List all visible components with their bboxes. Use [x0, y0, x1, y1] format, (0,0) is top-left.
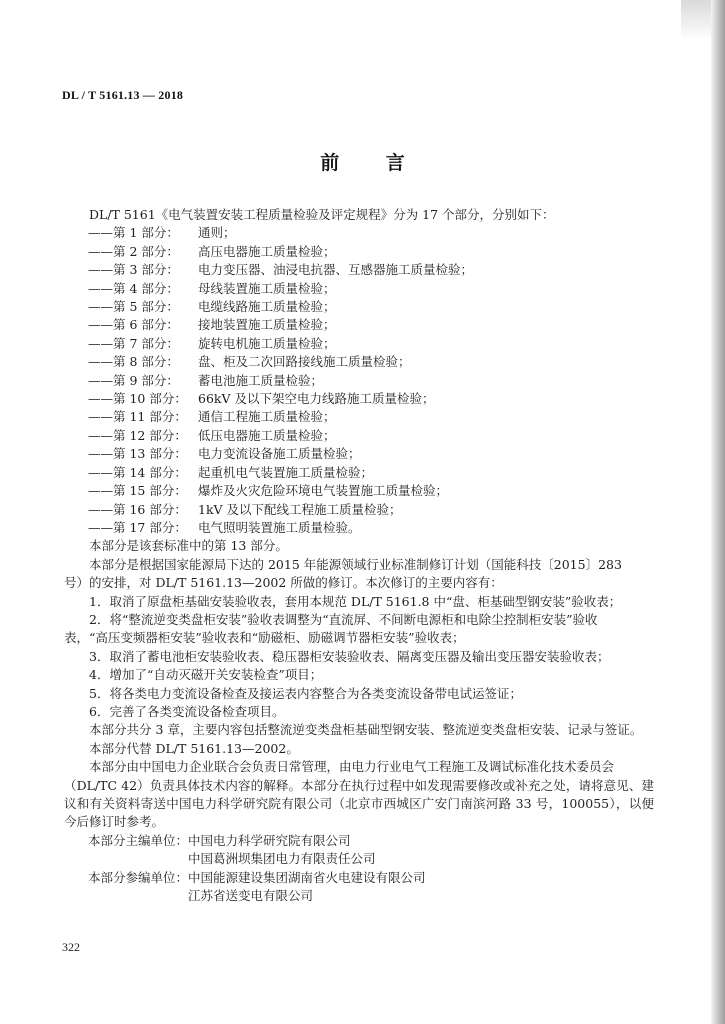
- part-title: 接地装置施工质量检验；: [198, 317, 336, 333]
- list-item: [64, 464, 654, 482]
- part-title: 通则；: [198, 225, 236, 241]
- part-title: 母线装置施工质量检验；: [198, 280, 336, 296]
- management-paragraph-first-line: 本部分由中国电力企业联合会负责日常管理，由电力行业电气工程施工及调试标准化技术委员会: [89, 759, 615, 775]
- part-number: ——第 5 部分：: [88, 299, 179, 315]
- chapters-note: 本部分共分 3 章，主要内容包括整流逆变类盘柜基础型钢安装、整流逆变类盘柜安装、记录与签证。: [89, 722, 643, 738]
- part-title: 1kV 及以下配线工程施工质量检验；: [198, 501, 402, 517]
- part-number: ——第 2 部分：: [88, 243, 179, 259]
- list-item: [64, 372, 654, 390]
- list-item: [64, 335, 654, 353]
- list-item: [64, 298, 654, 316]
- change-item: 4．增加了“自动灭磁开关安装检查”项目；: [89, 667, 323, 683]
- intro-paragraph: DL/T 5161《电气装置安装工程质量检验及评定规程》分为 17 个部分，分别如下：: [89, 207, 555, 222]
- change-item: 6．完善了各类变流设备检查项目。: [89, 703, 285, 719]
- chief-units: [64, 832, 654, 869]
- scan-shadow-top: [681, 0, 711, 40]
- part-title: 蓄电池施工质量检验；: [198, 372, 324, 388]
- revision-paragraph-continuation: 号）的安排，对 DL/T 5161.13—2002 所做的修订。本次修订的主要内容有：: [64, 575, 503, 591]
- revision-paragraph-first-line: 本部分是根据国家能源局下达的 2015 年能源领域行业标准制修订计划（国能科技〔2015〕283: [89, 556, 622, 572]
- part-title: 66kV 及以下架空电力线路施工质量检验；: [198, 391, 435, 407]
- part-number: ——第 1 部分：: [88, 225, 179, 241]
- part-number: ——第 3 部分：: [88, 262, 179, 278]
- part-title: 盘、柜及二次回路接线施工质量检验；: [198, 354, 411, 370]
- document-code: DL / T 5161.13 — 2018: [62, 88, 184, 102]
- parts-list: [64, 224, 654, 537]
- part-number: ——第 17 部分：: [88, 519, 187, 535]
- part-number: ——第 8 部分：: [88, 354, 179, 370]
- unit-name: 中国能源建设集团湖南省火电建设有限公司: [188, 869, 426, 885]
- part-number: ——第 4 部分：: [88, 280, 179, 296]
- part-number: ——第 16 部分：: [88, 501, 187, 517]
- list-item: [64, 408, 654, 426]
- list-item: [64, 501, 654, 519]
- part-title: 低压电器施工质量检验；: [198, 427, 336, 443]
- unit-name: 江苏省送变电有限公司: [188, 888, 314, 904]
- list-item: [64, 519, 654, 537]
- part-title: 电缆线路施工质量检验；: [198, 299, 336, 315]
- list-item: [64, 353, 654, 371]
- part-title: 起重机电气装置施工质量检验；: [198, 464, 374, 480]
- chief-units-label: 本部分主编单位：: [88, 832, 189, 848]
- list-item: [64, 280, 654, 298]
- list-item: [64, 316, 654, 334]
- part-number: ——第 14 部分：: [88, 464, 187, 480]
- change-item: 5．将各类电力变流设备检查及接运表内容整合为各类变流设备带电试运签证；: [89, 685, 522, 701]
- part-title: 电力变压器、油浸电抗器、互感器施工质量检验；: [198, 262, 474, 278]
- preface-body: [64, 206, 654, 905]
- part-title: 爆炸及火灾危险环境电气装置施工质量检验；: [198, 483, 449, 499]
- replaces-note: 本部分代替 DL/T 5161.13—2002。: [89, 740, 299, 756]
- part-number: ——第 12 部分：: [88, 427, 187, 443]
- part-number: ——第 10 部分：: [88, 391, 187, 407]
- page-title: 前 言: [320, 152, 425, 174]
- part-number: ——第 11 部分：: [88, 409, 187, 425]
- page-number: 322: [62, 940, 80, 954]
- participating-units-label: 本部分参编单位：: [88, 869, 189, 885]
- part-title: 高压电器施工质量检验；: [198, 243, 336, 259]
- list-item: [64, 427, 654, 445]
- unit-row: [64, 850, 654, 868]
- part-title: 通信工程施工质量检验；: [198, 409, 336, 425]
- changes-list: [64, 593, 654, 722]
- part-title: 旋转电机施工质量检验；: [198, 335, 336, 351]
- part-note: 本部分是该套标准中的第 13 部分。: [89, 538, 288, 554]
- part-number: ——第 9 部分：: [88, 372, 179, 388]
- part-title: 电力变流设备施工质量检验；: [198, 446, 361, 462]
- part-number: ——第 7 部分：: [88, 335, 179, 351]
- list-item: [64, 482, 654, 500]
- list-item: [64, 261, 654, 279]
- list-item: [64, 445, 654, 463]
- participating-units: [64, 869, 654, 906]
- unit-row: [64, 887, 654, 905]
- list-item: [64, 390, 654, 408]
- list-item: [64, 224, 654, 242]
- unit-row: [64, 832, 654, 850]
- part-number: ——第 15 部分：: [88, 483, 187, 499]
- change-item: 2．将“整流逆变类盘柜安装”验收表调整为“直流屏、不间断电源柜和电除尘控制柜安装”验收: [89, 611, 598, 627]
- management-paragraph-continuation: （DL/TC 42）负责具体技术内容的解释。本部分在执行过程中如发现需要修改或补充之处，请将意见、建议和有关资料寄送中国电力科学研究院有限公司（北京市西城区广安门南滨河路 33 号，100055），以便今后修订时参考。: [64, 777, 654, 830]
- unit-name: 中国葛洲坝集团电力有限责任公司: [188, 851, 376, 867]
- change-item: 3．取消了蓄电池柜安装验收表、稳压器柜安装验收表、隔离变压器及输出变压器安装验收表；: [89, 648, 610, 664]
- change-item: 1．取消了原盘柜基础安装验收表，套用本规范 DL/T 5161.8 中“盘、柜基础型钢安装”验收表；: [89, 593, 622, 609]
- part-number: ——第 6 部分：: [88, 317, 179, 333]
- part-number: ——第 13 部分：: [88, 446, 187, 462]
- part-title: 电气照明装置施工质量检验。: [198, 519, 361, 535]
- change-item-continuation: 表，“高压变频器柜安装”验收表和“励磁柜、励磁调节器柜安装”验收表；: [64, 630, 465, 646]
- unit-name: 中国电力科学研究院有限公司: [188, 832, 351, 848]
- unit-row: [64, 869, 654, 887]
- list-item: [64, 243, 654, 261]
